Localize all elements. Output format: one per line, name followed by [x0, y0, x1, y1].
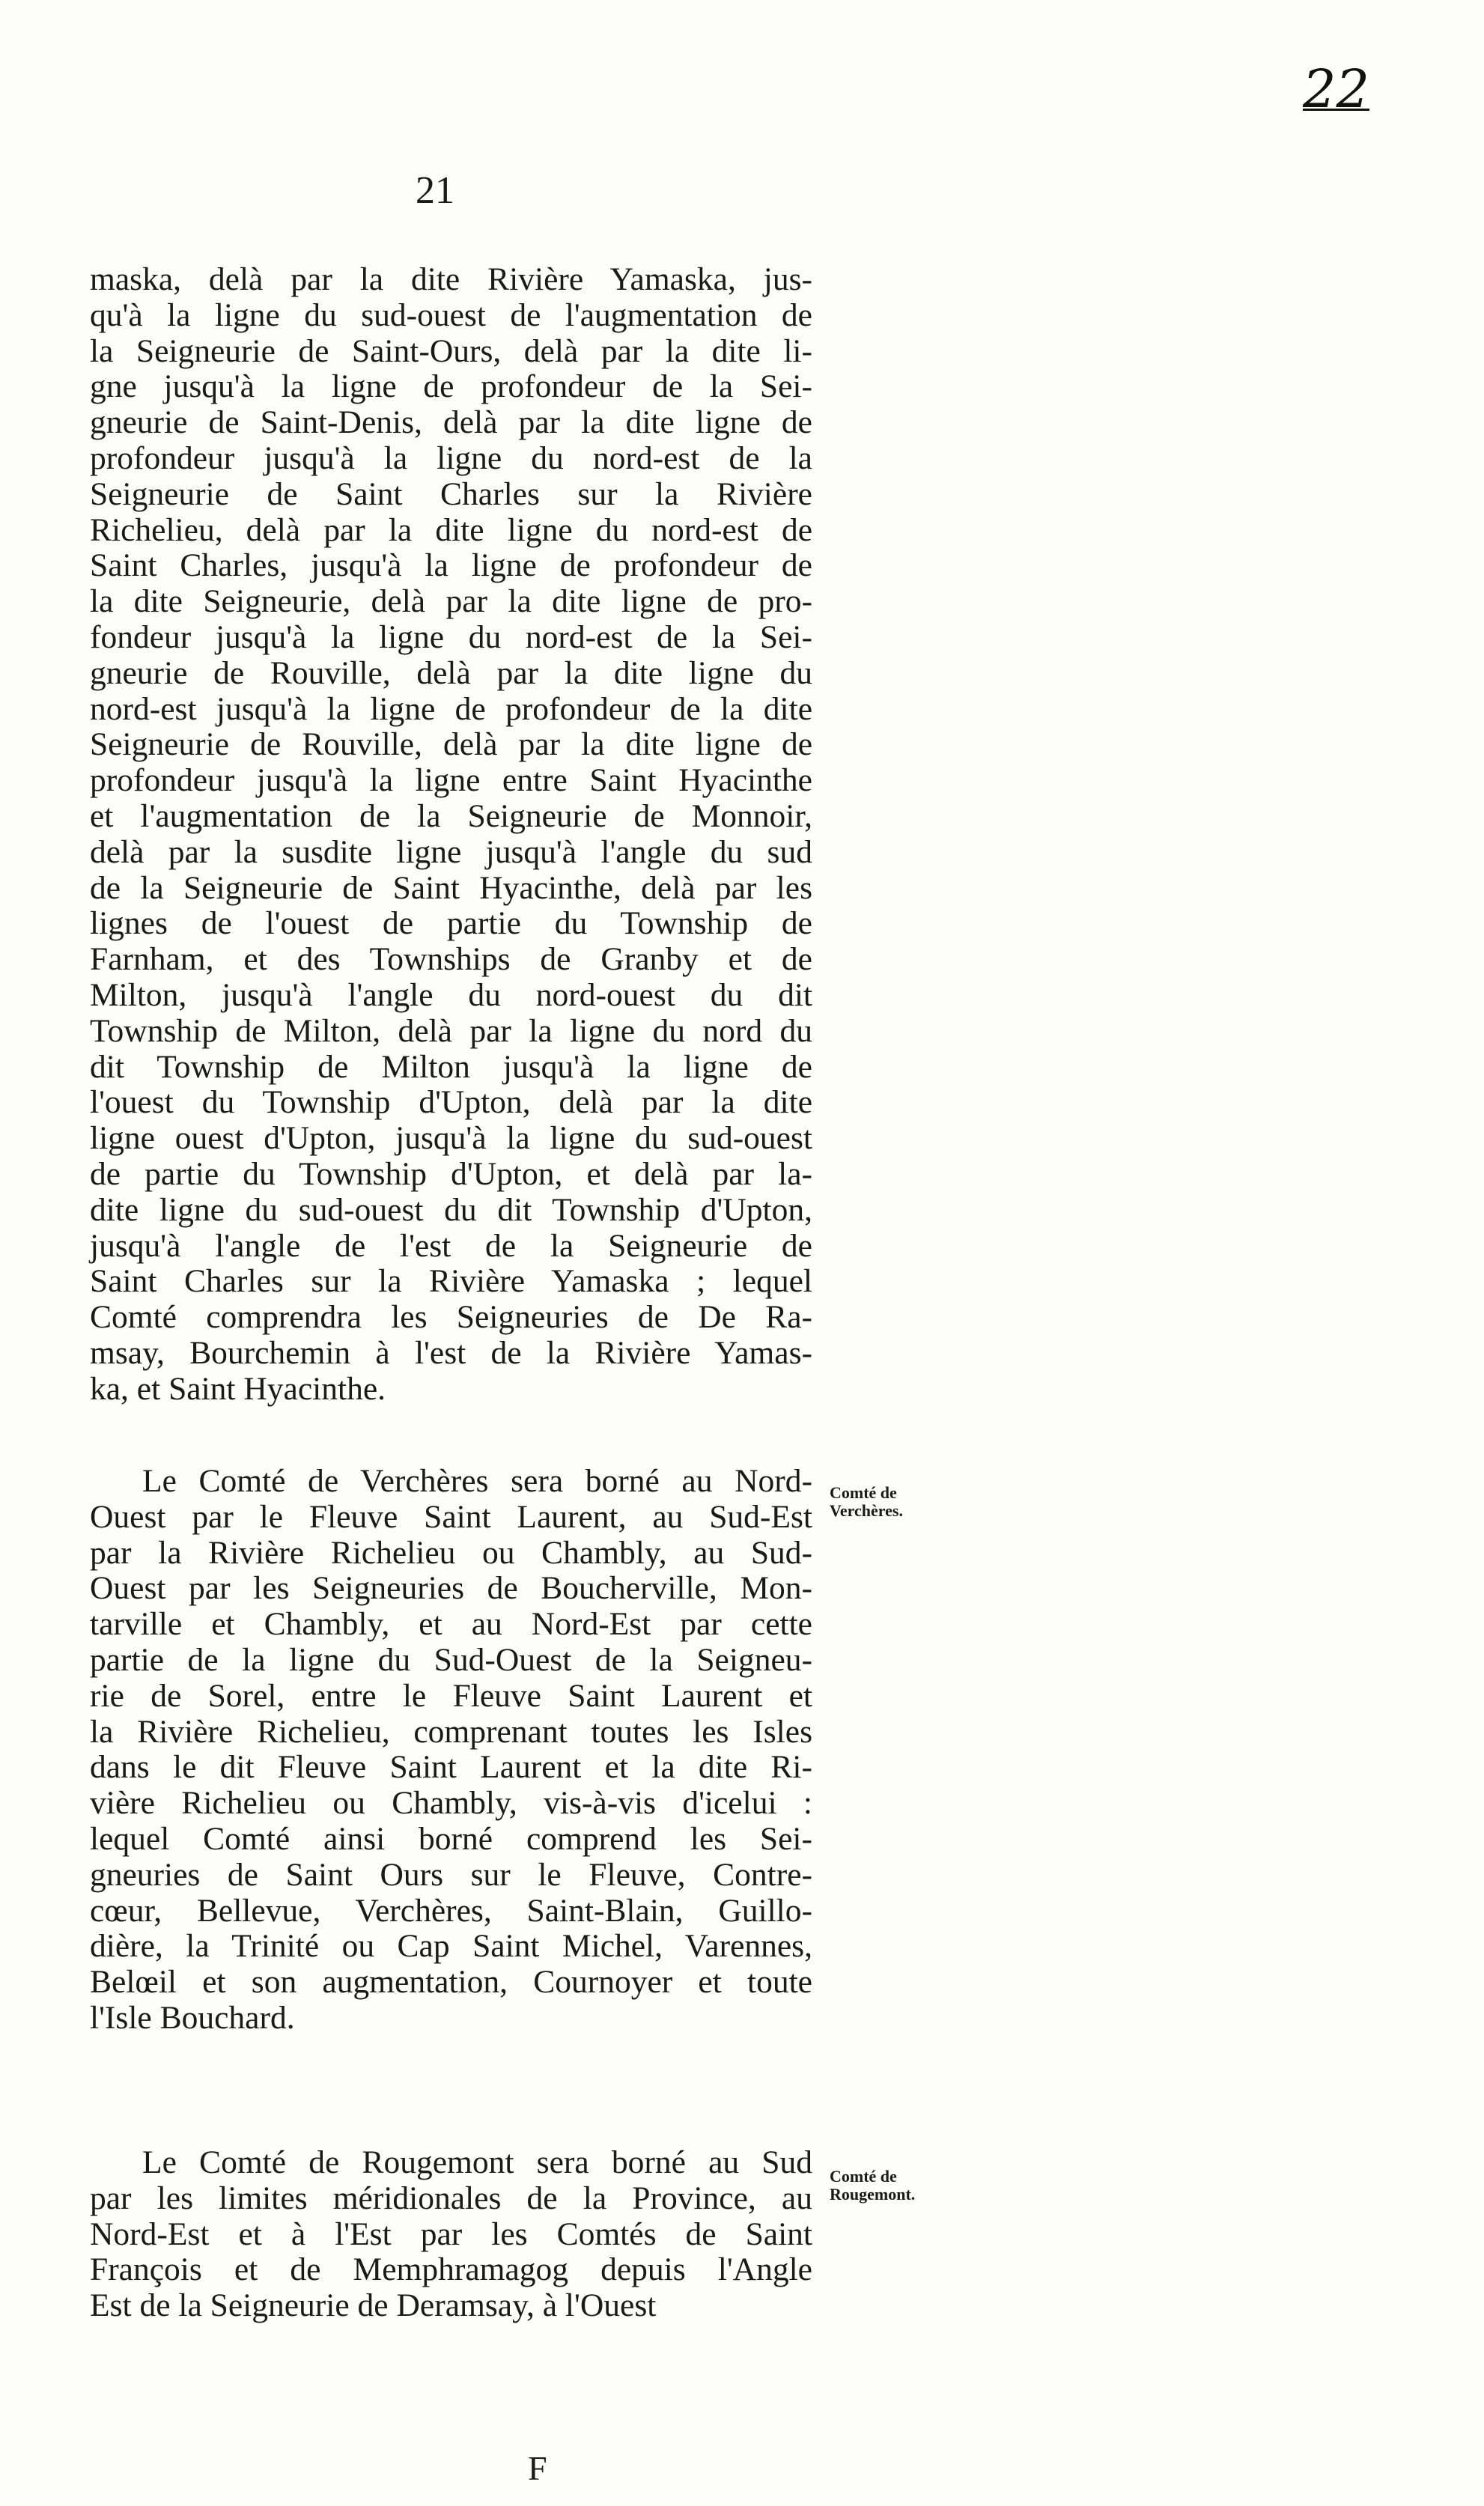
text-line: maska, delà par la dite Rivière Yamaska, jus- — [90, 261, 812, 297]
margin-note-vercheres: Comté de Verchères. — [830, 1483, 903, 1520]
text-line: rie de Sorel, entre le Fleuve Saint Laurent et — [90, 1677, 812, 1714]
text-line: Le Comté de Verchères sera borné au Nord- — [142, 1463, 812, 1499]
text-line: de la Seigneurie de Saint Hyacinthe, delà par les — [90, 869, 812, 906]
text-line: vière Richelieu ou Chambly, vis-à-vis d'icelui : — [90, 1785, 812, 1822]
text-line: gneuries de Saint Ours sur le Fleuve, Contre- — [90, 1856, 812, 1893]
paragraph-comte-rougemont — [90, 2145, 812, 2324]
text-line: gne jusqu'à la ligne de profondeur de la Sei- — [90, 368, 812, 405]
text-line: Saint Charles, jusqu'à la ligne de profondeur de — [90, 547, 812, 584]
text-line: gneurie de Rouville, delà par la dite ligne du — [90, 654, 812, 691]
text-line: Farnham, et des Townships de Granby et de — [90, 941, 812, 978]
text-line: ka, et Saint Hyacinthe. — [90, 1370, 386, 1407]
text-line: et l'augmentation de la Seigneurie de Monnoir, — [90, 797, 812, 834]
text-line: lequel Comté ainsi borné comprend les Sei- — [90, 1820, 812, 1857]
text-line: lignes de l'ouest de partie du Township de — [90, 905, 812, 942]
text-line: profondeur jusqu'à la ligne entre Saint Hyacinthe — [90, 762, 812, 799]
text-line: jusqu'à l'angle de l'est de la Seigneurie de — [90, 1227, 812, 1264]
text-line: cœur, Bellevue, Verchères, Saint-Blain, Guillo- — [90, 1892, 812, 1929]
text-line: profondeur jusqu'à la ligne du nord-est de la — [90, 440, 812, 476]
text-line: Ouest par le Fleuve Saint Laurent, au Sud-Est — [90, 1498, 812, 1535]
text-line: Saint Charles sur la Rivière Yamaska ; lequel — [90, 1263, 812, 1300]
text-line: Milton, jusqu'à l'angle du nord-ouest du dit — [90, 976, 812, 1013]
text-line: dans le dit Fleuve Saint Laurent et la dite Ri- — [90, 1749, 812, 1786]
text-line: ligne ouest d'Upton, jusqu'à la ligne du sud-ouest — [90, 1120, 812, 1157]
text-line: qu'à la ligne du sud-ouest de l'augmentation de — [90, 296, 812, 333]
page-number: 21 — [416, 169, 454, 212]
paragraph-comte-vercheres — [90, 1464, 812, 2037]
text-line: Comté comprendra les Seigneuries de De Ra- — [90, 1299, 812, 1336]
margin-note-rougemont: Comté de Rougemont. — [830, 2167, 916, 2204]
text-line: François et de Memphramagog depuis l'Angle — [90, 2251, 812, 2288]
signature-mark: F — [528, 2449, 547, 2487]
text-line: de partie du Township d'Upton, et delà par la- — [90, 1155, 812, 1192]
text-line: dit Township de Milton jusqu'à la ligne de — [90, 1048, 812, 1085]
text-line: Seigneurie de Saint Charles sur la Rivière — [90, 475, 812, 512]
text-line: Seigneurie de Rouville, delà par la dite ligne de — [90, 726, 812, 763]
handwritten-folio-number: 22 — [1303, 58, 1370, 120]
text-line: par la Rivière Richelieu ou Chambly, au Sud- — [90, 1534, 812, 1571]
text-line: Belœil et son augmentation, Cournoyer et toute — [90, 1964, 812, 2001]
text-line: la Rivière Richelieu, comprenant toutes les Isles — [90, 1713, 812, 1750]
text-line: fondeur jusqu'à la ligne du nord-est de la Sei- — [90, 618, 812, 655]
text-line: l'Isle Bouchard. — [90, 1999, 295, 2036]
text-line: Nord-Est et à l'Est par les Comtés de Saint — [90, 2215, 812, 2252]
text-line: Township de Milton, delà par la ligne du nord du — [90, 1012, 812, 1049]
text-line: dière, la Trinité ou Cap Saint Michel, Varennes, — [90, 1928, 812, 1965]
text-line: nord-est jusqu'à la ligne de profondeur de la dite — [90, 690, 812, 727]
text-line: Ouest par les Seigneuries de Boucherville, Mon- — [90, 1570, 812, 1607]
text-line: Richelieu, delà par la dite ligne du nord-est de — [90, 511, 812, 548]
text-line: l'ouest du Township d'Upton, delà par la dite — [90, 1084, 812, 1121]
text-line: Le Comté de Rougemont sera borné au Sud — [142, 2144, 812, 2180]
text-line: gneurie de Saint-Denis, delà par la dite ligne de — [90, 404, 812, 441]
text-line: Est de la Seigneurie de Deramsay, à l'Ouest — [90, 2287, 657, 2324]
paragraph-yamaska-boundary — [90, 262, 812, 1408]
text-line: tarville et Chambly, et au Nord-Est par cette — [90, 1606, 812, 1643]
text-line: msay, Bourchemin à l'est de la Rivière Yamas- — [90, 1334, 812, 1371]
text-line: partie de la ligne du Sud-Ouest de la Seigneu- — [90, 1641, 812, 1678]
text-line: par les limites méridionales de la Province, au — [90, 2180, 812, 2216]
text-line: la Seigneurie de Saint-Ours, delà par la dite li- — [90, 332, 812, 369]
text-line: la dite Seigneurie, delà par la dite ligne de pro- — [90, 583, 812, 620]
text-line: dite ligne du sud-ouest du dit Township d'Upton, — [90, 1191, 812, 1228]
text-line: delà par la susdite ligne jusqu'à l'angle du sud — [90, 833, 812, 870]
